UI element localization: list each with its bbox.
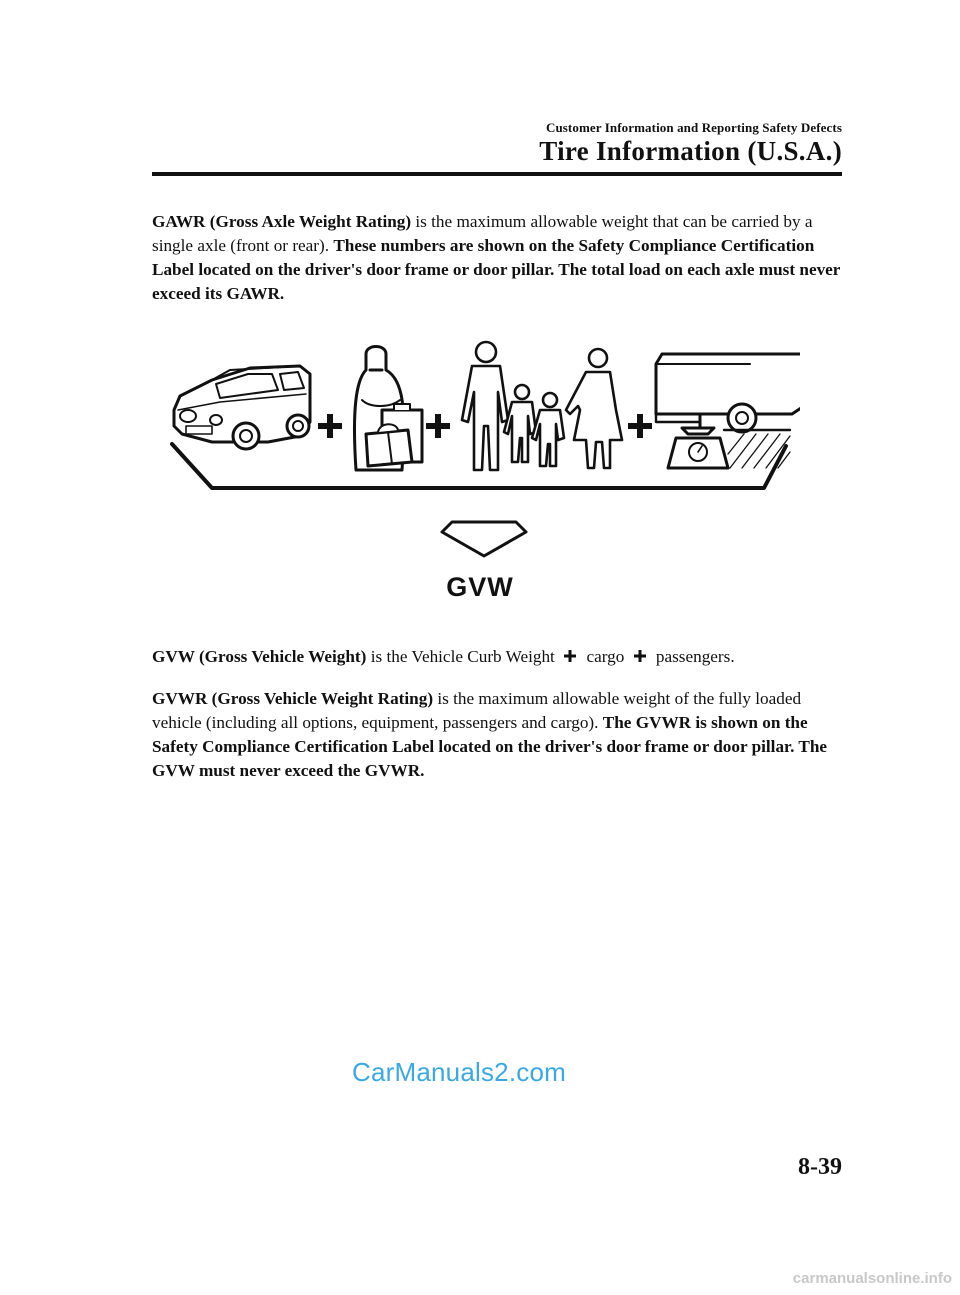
gvw-term: GVW (Gross Vehicle Weight) — [152, 647, 367, 666]
gvwr-bold-text: The GVWR is shown on the Safety Compliance Certification Label located on the driver's door frame or door pillar. The GVW must never exceed the GVWR. — [152, 713, 828, 780]
luggage-icon — [354, 347, 422, 471]
header-section: Customer Information and Reporting Safety Defects — [545, 120, 842, 135]
plus-icon — [426, 414, 450, 438]
plus-icon — [318, 414, 342, 438]
gvw-text-2: cargo — [582, 647, 629, 666]
gawr-text: is the maximum allowable weight that can be carried by a single axle (front or rear). — [152, 212, 813, 255]
gawr-bold-text: These numbers are shown on the Safety Compliance Certification Label located on the driver's door frame or door pillar. The total load on each axle must never exceed its GAWR. — [152, 236, 841, 303]
plus-icon — [563, 649, 577, 663]
gawr-paragraph — [152, 210, 842, 306]
watermark-logo: CarManuals2.com — [352, 1057, 566, 1087]
footer-url: carmanualsonline.info — [792, 1270, 952, 1287]
gvw-illustration — [160, 330, 800, 610]
gvw-label: GVW — [446, 572, 514, 602]
page-number: 8-39 — [798, 1154, 842, 1180]
family-icon — [462, 342, 622, 470]
gawr-term: GAWR (Gross Axle Weight Rating) — [152, 212, 412, 231]
plus-icon — [628, 414, 652, 438]
page-title: Tire Information (U.S.A.) — [539, 136, 842, 166]
gvwr-term: GVWR (Gross Vehicle Weight Rating) — [152, 689, 434, 708]
car-icon — [174, 366, 310, 449]
header-rule — [152, 172, 842, 176]
gvwr-text: is the maximum allowable weight of the fully loaded vehicle (including all options, equipment, passengers and cargo). — [152, 689, 802, 732]
trailer-scale-icon — [656, 354, 800, 468]
plus-icon — [633, 649, 647, 663]
gvw-text-1: is the Vehicle Curb Weight — [366, 647, 560, 666]
down-arrow-icon — [442, 522, 526, 556]
gvw-text-3: passengers. — [651, 647, 735, 666]
gvw-paragraph — [152, 645, 842, 669]
gvwr-paragraph — [152, 687, 842, 783]
